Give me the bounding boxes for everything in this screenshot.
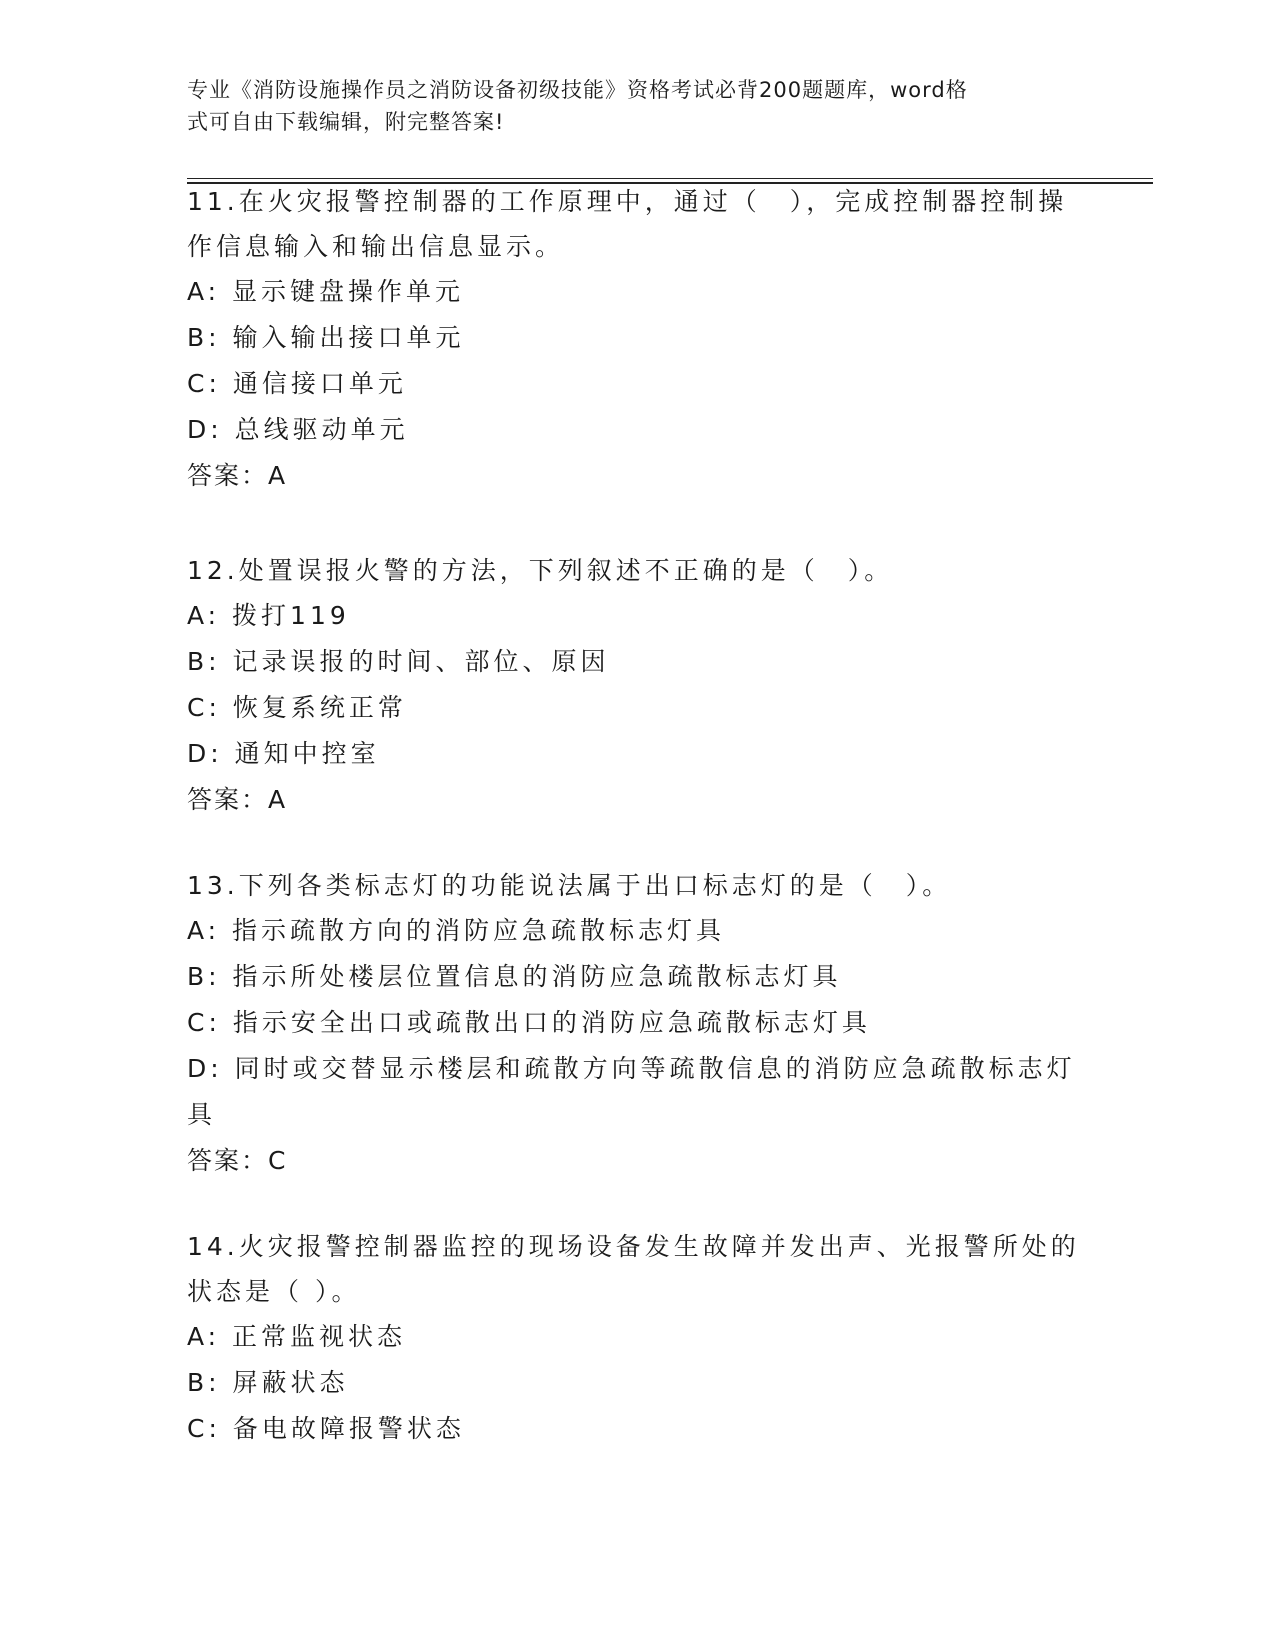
option-b: B: 记录误报的时间、部位、原因: [187, 647, 610, 676]
question-stem: 11.在火灾报警控制器的工作原理中，通过（ ），完成控制器控制操: [187, 187, 1068, 216]
option-c: C: 指示安全出口或疏散出口的消防应急疏散标志灯具: [187, 1008, 871, 1037]
option-c: C: 通信接口单元: [187, 369, 407, 398]
option-d: D: 通知中控室: [187, 739, 380, 768]
option-a: A: 拨打119: [187, 601, 350, 630]
question-stem: 12.处置误报火警的方法，下列叙述不正确的是（ ）。: [187, 556, 894, 585]
option-a: A: 显示键盘操作单元: [187, 277, 465, 306]
question-stem-continued: 状态是（ ）。: [187, 1277, 361, 1306]
question-11: [187, 179, 1087, 499]
option-d: D: 同时或交替显示楼层和疏散方向等疏散信息的消防应急疏散标志灯: [187, 1054, 1076, 1083]
option-c: C: 备电故障报警状态: [187, 1414, 465, 1443]
header-line-1: 专业《消防设施操作员之消防设备初级技能》资格考试必背200题题库，word格: [187, 78, 968, 102]
answer: 答案：A: [187, 785, 288, 814]
option-c: C: 恢复系统正常: [187, 693, 407, 722]
header-line-2: 式可自由下载编辑，附完整答案!: [187, 110, 505, 134]
answer: 答案：C: [187, 1146, 288, 1175]
option-d: D: 总线驱动单元: [187, 415, 409, 444]
option-b: B: 屏蔽状态: [187, 1368, 349, 1397]
question-14: [187, 1224, 1087, 1452]
option-b: B: 指示所处楼层位置信息的消防应急疏散标志灯具: [187, 962, 842, 991]
question-13: [187, 863, 1087, 1184]
option-a: A: 正常监视状态: [187, 1322, 407, 1351]
document-header: [187, 74, 1067, 138]
question-stem: 14.火灾报警控制器监控的现场设备发生故障并发出声、光报警所处的: [187, 1232, 1080, 1261]
option-b: B: 输入输出接口单元: [187, 323, 465, 352]
question-stem-continued: 作信息输入和输出信息显示。: [187, 232, 565, 261]
answer: 答案：A: [187, 461, 288, 490]
question-stem: 13.下列各类标志灯的功能说法属于出口标志灯的是（ ）。: [187, 871, 952, 900]
option-d-continued: 具: [187, 1100, 217, 1129]
option-a: A: 指示疏散方向的消防应急疏散标志灯具: [187, 916, 726, 945]
question-12: [187, 548, 1087, 823]
